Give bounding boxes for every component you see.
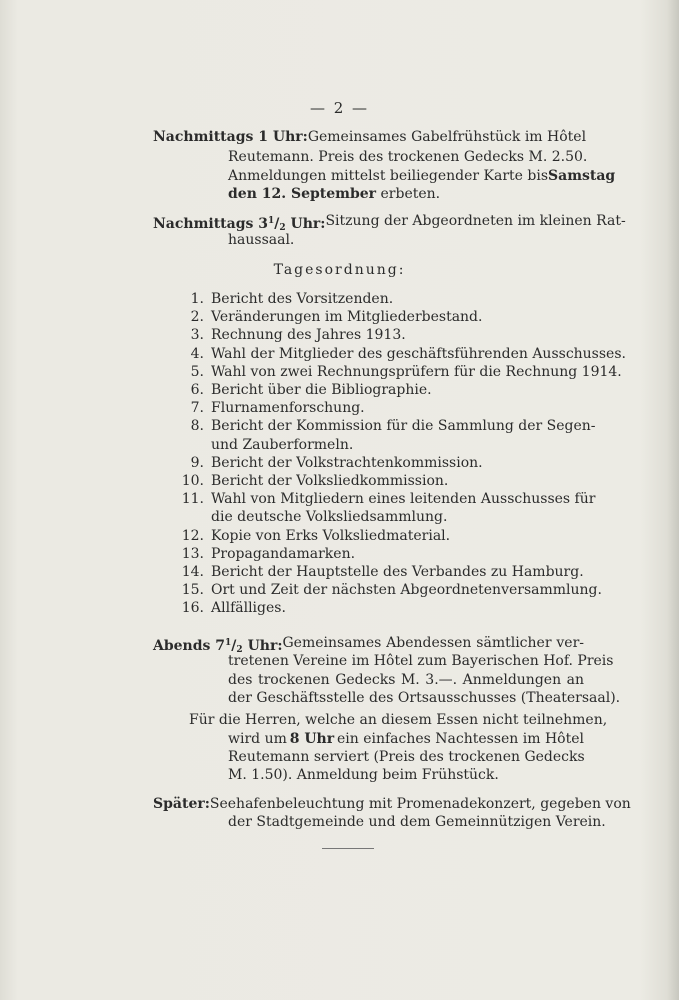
agenda-number: 16. xyxy=(181,600,204,617)
agenda-number: 7. xyxy=(190,400,204,417)
nachmittags1-text-3a: Anmeldungen mittelst beiliegender Karte bis xyxy=(228,168,549,184)
abends-p2-text-2a: wird um xyxy=(228,731,287,747)
agenda-number: 14. xyxy=(181,564,204,580)
agenda-item-text: Rechnung des Jahres 1913. xyxy=(211,327,406,344)
spaeter-text-1: Seehafenbeleuchtung mit Promenadekonzert, gegeben von xyxy=(209,796,631,812)
agenda-item-text: Bericht der Volkstrachtenkommission. xyxy=(211,454,483,471)
abends-label: Abends $7^1/_2$ Uhr: xyxy=(153,638,283,655)
agenda-number: 15. xyxy=(181,582,204,599)
agenda-number: 12. xyxy=(181,527,204,544)
nachmittags3-label: Nachmittags $3^1/_2$ Uhr: xyxy=(153,216,326,233)
abends-line-3: des trockenen Gedecks M. 3.—. Anmeldungen an xyxy=(228,672,584,688)
agenda-item-text: Wahl der Mitglieder des geschäftsführenden Ausschusses. xyxy=(211,345,626,362)
agenda-item-text: Bericht der Kommission für die Sammlung der Segen- xyxy=(211,418,596,435)
agenda-item-text: Allfälliges. xyxy=(211,600,286,617)
spaeter-label: Später: xyxy=(153,796,210,812)
abends-label-a: Abends 7 xyxy=(153,638,226,654)
nachmittags3-frac-den: 2 xyxy=(279,223,286,233)
abends-line-4: der Geschäftsstelle des Ortsausschusses (Theatersaal). xyxy=(228,690,621,706)
agenda-number: 10. xyxy=(181,473,204,489)
agenda-item-text: Wahl von zwei Rechnungsprüfern für die Rechnung 1914. xyxy=(211,363,622,380)
agenda-number: 4. xyxy=(190,345,204,362)
agenda-item-text: Veränderungen im Mitgliederbestand. xyxy=(211,309,483,326)
abends-frac-den: 2 xyxy=(236,645,243,655)
nachmittags1-label: Nachmittags 1 Uhr: xyxy=(153,129,308,145)
nachmittags1-text-3b: Samstag xyxy=(548,168,616,184)
agenda-item-text: Kopie von Erks Volksliedmaterial. xyxy=(211,527,451,544)
nachmittags1-line-1 xyxy=(153,128,587,146)
nachmittags1-date: den 12. September xyxy=(228,186,377,202)
agenda-item-text: Bericht der Volksliedkommission. xyxy=(211,473,449,489)
agenda-item-text: Bericht der Hauptstelle des Verbandes zu Hamburg. xyxy=(211,564,584,580)
abends-p2-line-4: M. 1.50). Anmeldung beim Frühstück. xyxy=(228,767,499,783)
abends-p2-text-2c: ein einfaches Nachtessen im Hôtel xyxy=(336,731,584,747)
nachmittags1-line-3 xyxy=(228,167,616,185)
nachmittags3-line-2: haussaal. xyxy=(228,232,295,248)
agenda-item-text: Wahl von Mitgliedern eines leitenden Ausschusses für xyxy=(211,491,596,508)
agenda-item-text: Flurnamenforschung. xyxy=(211,400,365,417)
abends-text-1: Gemeinsames Abendessen sämtlicher ver- xyxy=(282,635,584,651)
agenda-number: 3. xyxy=(190,327,204,344)
agenda-number: 9. xyxy=(190,454,204,471)
agenda-item-text: Bericht des Vorsitzenden. xyxy=(211,291,394,307)
agenda-title: Tagesordnung: xyxy=(273,262,406,278)
nachmittags1-line-4 xyxy=(228,185,440,203)
spaeter-line-1 xyxy=(153,795,631,813)
nachmittags3-frac-num: 1 xyxy=(268,216,275,226)
abends-p2-line-2 xyxy=(228,730,584,748)
abends-line-2: tretenen Vereine im Hôtel zum Bayerischen Hof. Preis xyxy=(228,653,614,669)
agenda-number: 6. xyxy=(190,382,204,398)
agenda-number: 2. xyxy=(190,309,204,326)
nachmittags1-text-4b: erbeten. xyxy=(380,186,441,202)
nachmittags1-line-2: Reutemann. Preis des trockenen Gedecks M. 2.50. xyxy=(228,149,588,165)
nachmittags3-label-b: Uhr: xyxy=(290,216,326,232)
agenda-item-text: die deutsche Volksliedsammlung. xyxy=(211,509,448,526)
nachmittags3-line-1 xyxy=(153,212,626,237)
agenda-number: 8. xyxy=(190,418,204,435)
nachmittags3-text-1: Sitzung der Abgeordneten im kleinen Rat- xyxy=(325,213,626,229)
agenda-number: 1. xyxy=(190,291,204,307)
spaeter-line-2: der Stadtgemeinde und dem Gemeinnützigen Verein. xyxy=(228,814,606,830)
abends-p2-time: 8 Uhr xyxy=(289,731,335,747)
agenda-number: 11. xyxy=(181,491,204,508)
agenda-item-text: und Zauberformeln. xyxy=(211,436,354,453)
agenda-number: 13. xyxy=(181,545,204,562)
abends-label-b: Uhr: xyxy=(247,638,283,654)
agenda-number: 5. xyxy=(190,363,204,380)
abends-frac-num: 1 xyxy=(225,638,232,648)
closing-rule xyxy=(322,848,374,849)
abends-p2-line-3: Reutemann serviert (Preis des trockenen Gedecks xyxy=(228,749,585,765)
agenda-item-text: Ort und Zeit der nächsten Abgeordnetenversammlung. xyxy=(211,582,602,599)
page-number: — 2 — xyxy=(309,99,370,117)
nachmittags3-label-a: Nachmittags 3 xyxy=(153,216,268,232)
agenda-item-text: Propagandamarken. xyxy=(211,545,356,562)
agenda-item-text: Bericht über die Bibliographie. xyxy=(211,382,432,398)
nachmittags1-text-1: Gemeinsames Gabelfrühstück im Hôtel xyxy=(307,129,587,145)
abends-p2-line-1: Für die Herren, welche an diesem Essen nicht teilnehmen, xyxy=(189,712,608,728)
